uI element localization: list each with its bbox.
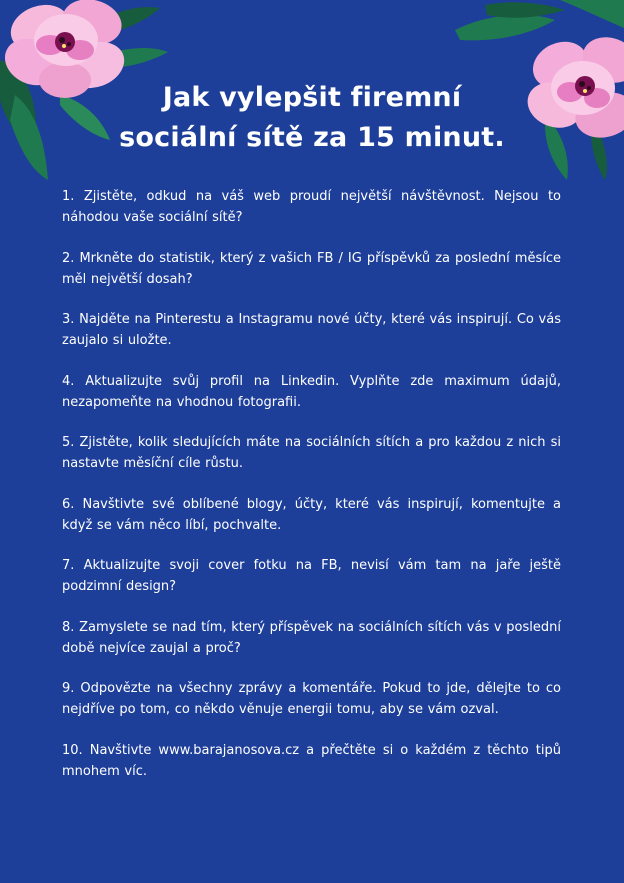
tips-list: [62, 186, 561, 801]
tip-3: 3. Najděte na Pinterestu a Instagramu nové účty, které vás inspirují. Co vás zaujalo si uložte.: [62, 312, 561, 348]
tip-10: 10. Navštivte www.barajanosova.cz a přečtěte si o každém z těchto tipů mnohem víc.: [62, 742, 561, 779]
tip-1: 1. Zjistěte, odkud na váš web proudí největší návštěvnost. Nejsou to náhodou vaše sociální sítě?: [62, 189, 561, 225]
page-title: [0, 78, 624, 158]
tip-7: 7. Aktualizujte svoji cover fotku na FB, nevisí vám tam na jaře ještě podzimní design?: [62, 558, 561, 594]
tip-5: 5. Zjistěte, kolik sledujících máte na sociálních sítích a pro každou z nich si nastavte měsíční cíle růstu.: [62, 435, 561, 471]
tip-9: 9. Odpovězte na všechny zprávy a komentáře. Pokud to jde, dělejte to co nejdříve po tom, co někdo věnuje energii tomu, aby se vám ozval.: [62, 681, 561, 717]
title-line-2: sociální sítě za 15 minut.: [119, 122, 505, 153]
tip-2: 2. Mrkněte do statistik, který z vašich FB / IG příspěvků za poslední měsíce měl největší dosah?: [62, 250, 561, 287]
tip-4: 4. Aktualizujte svůj profil na Linkedin. Vyplňte zde maximum údajů, nezapomeňte na vhodnou fotografii.: [62, 373, 561, 410]
tip-6: 6. Navštivte své oblíbené blogy, účty, které vás inspirují, komentujte a když se vám něco líbí, pochvalte.: [62, 496, 561, 533]
title-line-1: Jak vylepšit firemní: [162, 82, 462, 113]
tip-8: 8. Zamyslete se nad tím, který příspěvek na sociálních sítích vás v poslední době nejvíce zaujal a proč?: [62, 619, 561, 656]
